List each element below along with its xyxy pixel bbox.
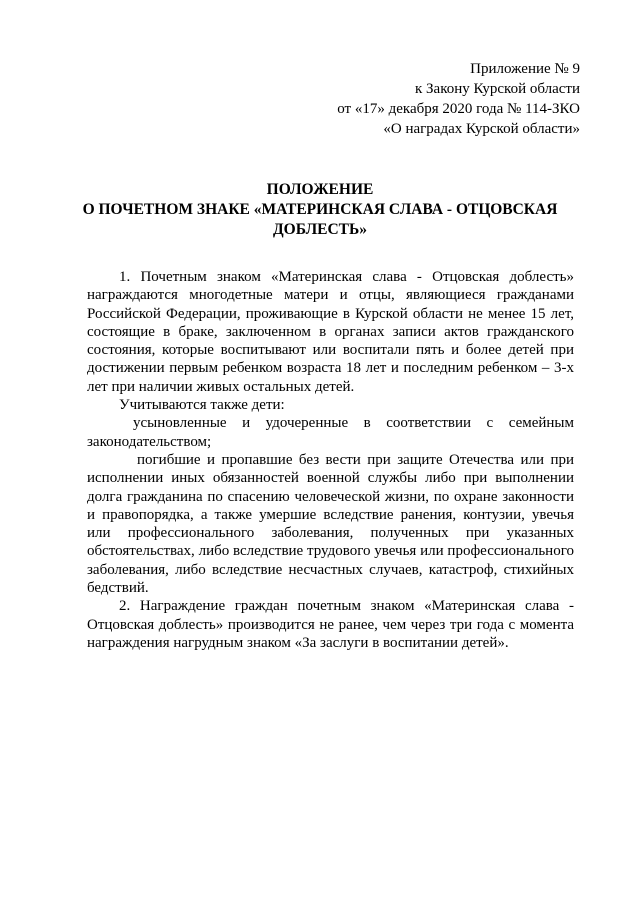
title-line-1: ПОЛОЖЕНИЕ: [266, 181, 374, 198]
appendix-law-title: «О наградах Курской области»: [383, 121, 580, 137]
appendix-block: [337, 59, 580, 139]
appendix-number: Приложение № 9: [470, 61, 580, 77]
document-title: [60, 180, 580, 240]
appendix-law: к Закону Курской области: [415, 81, 580, 97]
paragraph-deceased: погибшие и пропавшие без вести при защите Отечества или при исполнении иных обязанностей военной службы либо при выполнении долга гражданина по спасению человеческой жизни, по охране законности и правопорядка, а также умершие вследствие ранения, контузии, увечья или профессионального заболевания, полученных при указанных обстоятельствах, либо вследствие трудового увечья или профессионального заболевания, либо вследствие несчастных случаев, катастроф, стихийных бедствий.: [87, 451, 574, 597]
paragraph-adopted: усыновленные и удочеренные в соответствии с семейным законодательством;: [87, 415, 574, 450]
appendix-date: от «17» декабря 2020 года № 114-ЗКО: [337, 101, 580, 117]
paragraph-1: 1. Почетным знаком «Материнская слава - Отцовская доблесть» награждаются многодетные матери и отцы, являющиеся гражданами Российской Федерации, проживающие в Курской области не менее 15 лет, состоящие в браке, заключенном в органах записи актов гражданского состояния, которые воспитывают или воспитали пять и более детей при достижении первым ребенком возраста 18 лет и последним ребенком – 3-х лет при наличии живых остальных детей.: [87, 269, 574, 395]
title-line-2: О ПОЧЕТНОМ ЗНАКЕ «МАТЕРИНСКАЯ СЛАВА - ОТЦОВСКАЯ: [82, 201, 558, 218]
title-line-3: ДОБЛЕСТЬ»: [273, 221, 367, 238]
document-body: [87, 268, 574, 652]
paragraph-children-also: Учитываются также дети:: [119, 397, 285, 414]
paragraph-2: 2. Награждение граждан почетным знаком «Материнская слава - Отцовская доблесть» производится не ранее, чем через три года с момента награждения нагрудным знаком «За заслуги в воспитании детей».: [87, 598, 574, 651]
